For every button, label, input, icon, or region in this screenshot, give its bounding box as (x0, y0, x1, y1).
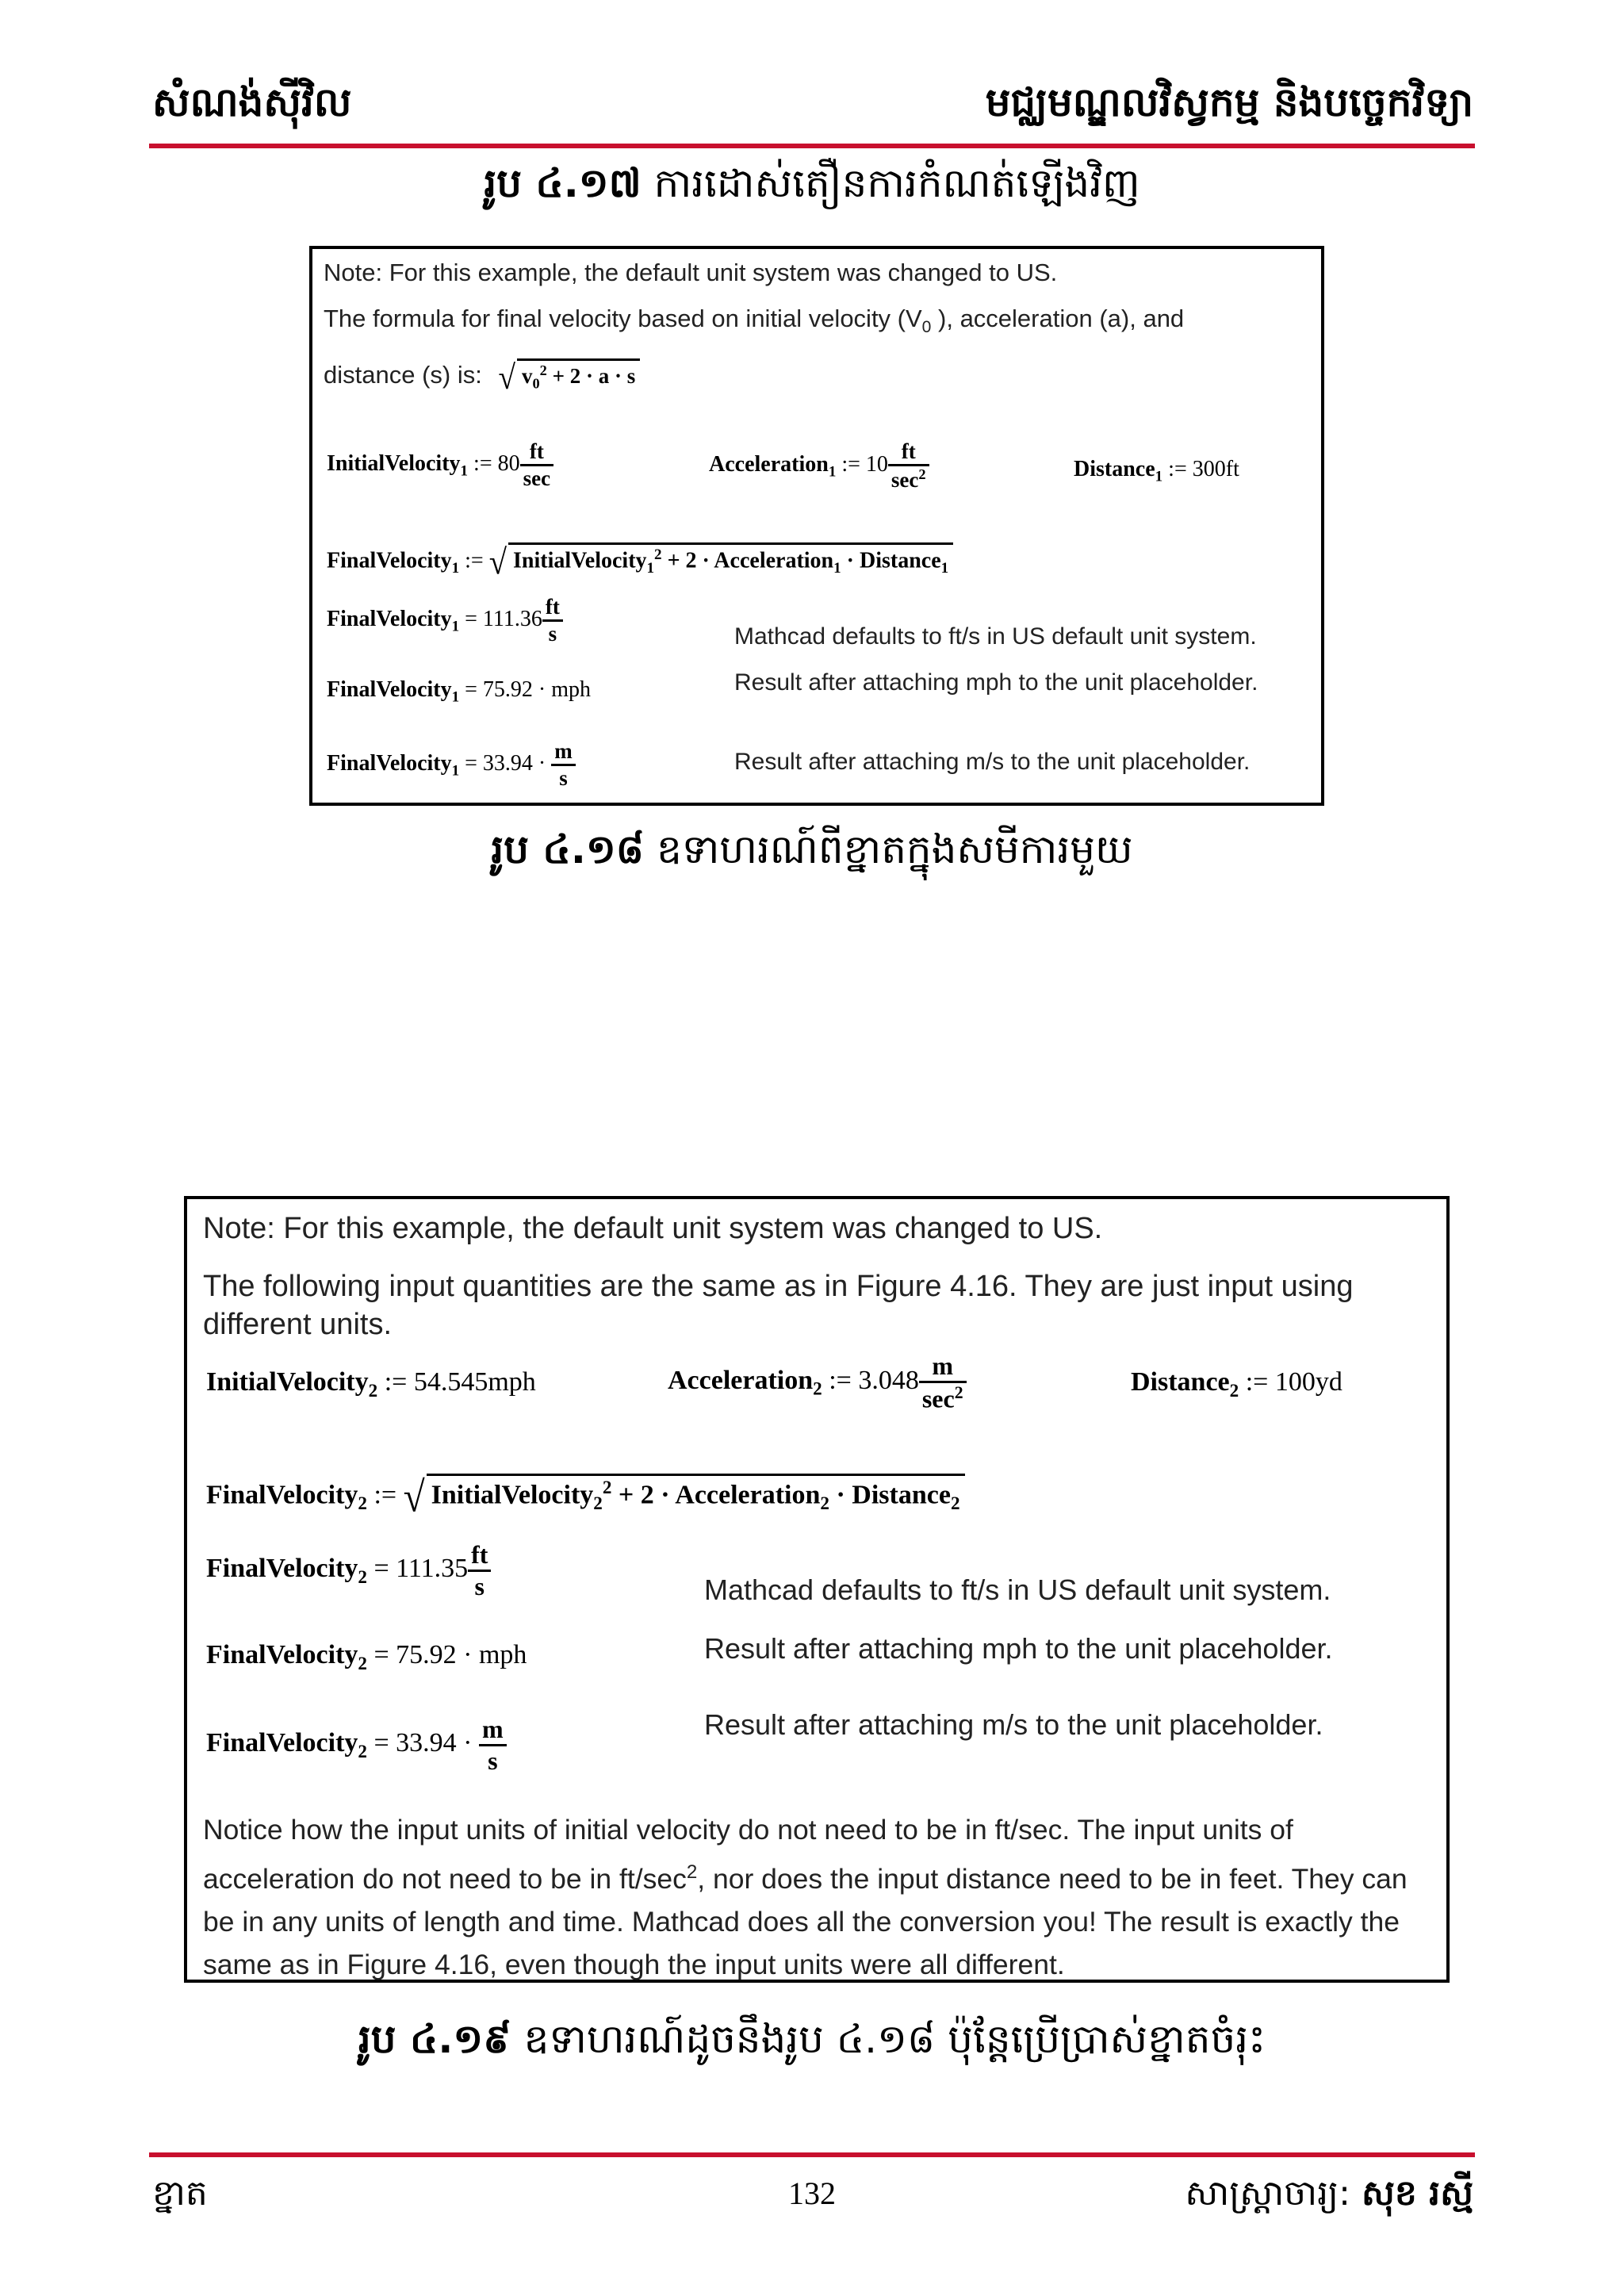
fig2-result-3-note: Result after attaching m/s to the unit placeholder. (704, 1708, 1323, 1741)
caption-text: ឧទាហរណ៍ពីខ្នាតក្នុងសមីការមួយ (656, 826, 1133, 872)
footer-author-label: សាស្ត្រាចារ្យ: (1185, 2173, 1350, 2214)
header-rule (149, 144, 1475, 148)
caption-fig-4-17 (0, 159, 1624, 217)
footer-right (1185, 2171, 1473, 2222)
fig2-initial-velocity: InitialVelocity$_2$ := 54.545mph (206, 1367, 536, 1401)
fig2-result-2: FinalVelocity$_2$ = 75.92 · mph (206, 1640, 527, 1674)
fig2-distance: Distance$_2$ := 100yd (1131, 1367, 1342, 1401)
fig1-formula-line2: distance (s) is: √ $v_0^2 + 2 \cdot a \cdot s$ (324, 358, 640, 393)
fig1-result-2-note: Result after attaching mph to the unit placeholder. (734, 669, 1258, 696)
footer-left: ខ្នាត (152, 2173, 208, 2214)
fig1-formula-line1: The formula for final velocity based on initial velocity ($V_0$ ), acceleration (a), and (324, 305, 1185, 337)
fig1-distance: Distance$_1$ := 300ft (1074, 457, 1239, 485)
fig2-note: Note: For this example, the default unit system was changed to US. (203, 1212, 1103, 1245)
fig1-result-1: FinalVelocity$_1$ = 111.36 $\frac{ft}{s}$ (327, 595, 563, 646)
caption-number: រូប ៤.១៧ (484, 160, 642, 206)
fig2-result-1-note: Mathcad defaults to ft/s in US default unit system. (704, 1573, 1331, 1606)
fig2-final-velocity-def: FinalVelocity$_2$ := √ InitialVelocity$_2^2$ + 2 · Acceleration$_2$ · Distance$_2$ (206, 1474, 965, 1516)
figure-4-19-box (184, 1196, 1450, 1983)
footer-rule (149, 2152, 1475, 2157)
fig1-result-2: FinalVelocity$_1$ = 75.92 · mph (327, 677, 592, 706)
caption-text: ការដោស់តឿនការកំណត់ឡើងវិញ (653, 160, 1140, 206)
fig2-result-2-note: Result after attaching mph to the unit placeholder. (704, 1632, 1333, 1665)
fig2-result-1: FinalVelocity$_2$ = 111.35 $\frac{ft}{s}$ (206, 1540, 491, 1601)
caption-fig-4-18 (0, 825, 1624, 883)
header-right-title: មជ្ឈមណ្ឌលវិស្វកម្ម និងបច្ចេកវិទ្យា (985, 79, 1473, 125)
fig2-result-3: FinalVelocity$_2$ = 33.94 · $\frac{m}{s}$ (206, 1715, 507, 1776)
caption-text: ឧទាហរណ៍ដូចនឹងរូប ៤.១៨ ប៉ុន្តែប្រើប្រាស់ខ្នាតចំរុះ (523, 2016, 1266, 2062)
fig2-notice: Notice how the input units of initial velocity do not need to be in ft/sec. The input units of acceleration do not need to be in $ft/\sec^2$, nor does the input distance need to be in feet. They can be in any units of length and time. Mathcad does all the conversion you! The result is exactly the same as in Figure 4.16, even though the input units were all different. (203, 1814, 1408, 1980)
fig1-final-velocity-def: FinalVelocity$_1$ := √ InitialVelocity$_1^2$ + 2 · Acceleration$_1$ · Distance$_1$ (327, 542, 953, 578)
fig2-acceleration: Acceleration$_2$ := 3.048 $\frac{m}{\sec^2}$ (668, 1351, 967, 1413)
fig1-acceleration: Acceleration$_1$ := 10 $\frac{ft}{\sec^2}$ (709, 439, 929, 493)
fig2-intro: The following input quantities are the same as in Figure 4.16. They are just input using different units. (203, 1270, 1354, 1341)
caption-number: រូប ៤.១៨ (491, 826, 645, 872)
caption-number: រូប ៤.១៩ (358, 2016, 511, 2062)
figure-4-18-box (309, 246, 1324, 806)
fig1-result-3-note: Result after attaching m/s to the unit placeholder. (734, 749, 1251, 775)
fig1-result-1-note: Mathcad defaults to ft/s in US default unit system. (734, 623, 1257, 650)
page-number: 132 (788, 2175, 836, 2211)
fig1-initial-velocity: InitialVelocity$_1$ := 80 $\frac{ft}{\sec}$ (327, 439, 553, 491)
footer-author-name: សុខ រស្មី (1361, 2173, 1473, 2214)
header-left-title: សំណង់ស៊ីវិល (152, 79, 352, 125)
caption-fig-4-19 (0, 2014, 1624, 2072)
fig1-note: Note: For this example, the default unit system was changed to US. (324, 259, 1058, 286)
formula-expression: √ $v_0^2 + 2 \cdot a \cdot s$ (498, 364, 640, 388)
fig1-result-3: FinalVelocity$_1$ = 33.94 · $\frac{m}{s}$ (327, 739, 576, 791)
